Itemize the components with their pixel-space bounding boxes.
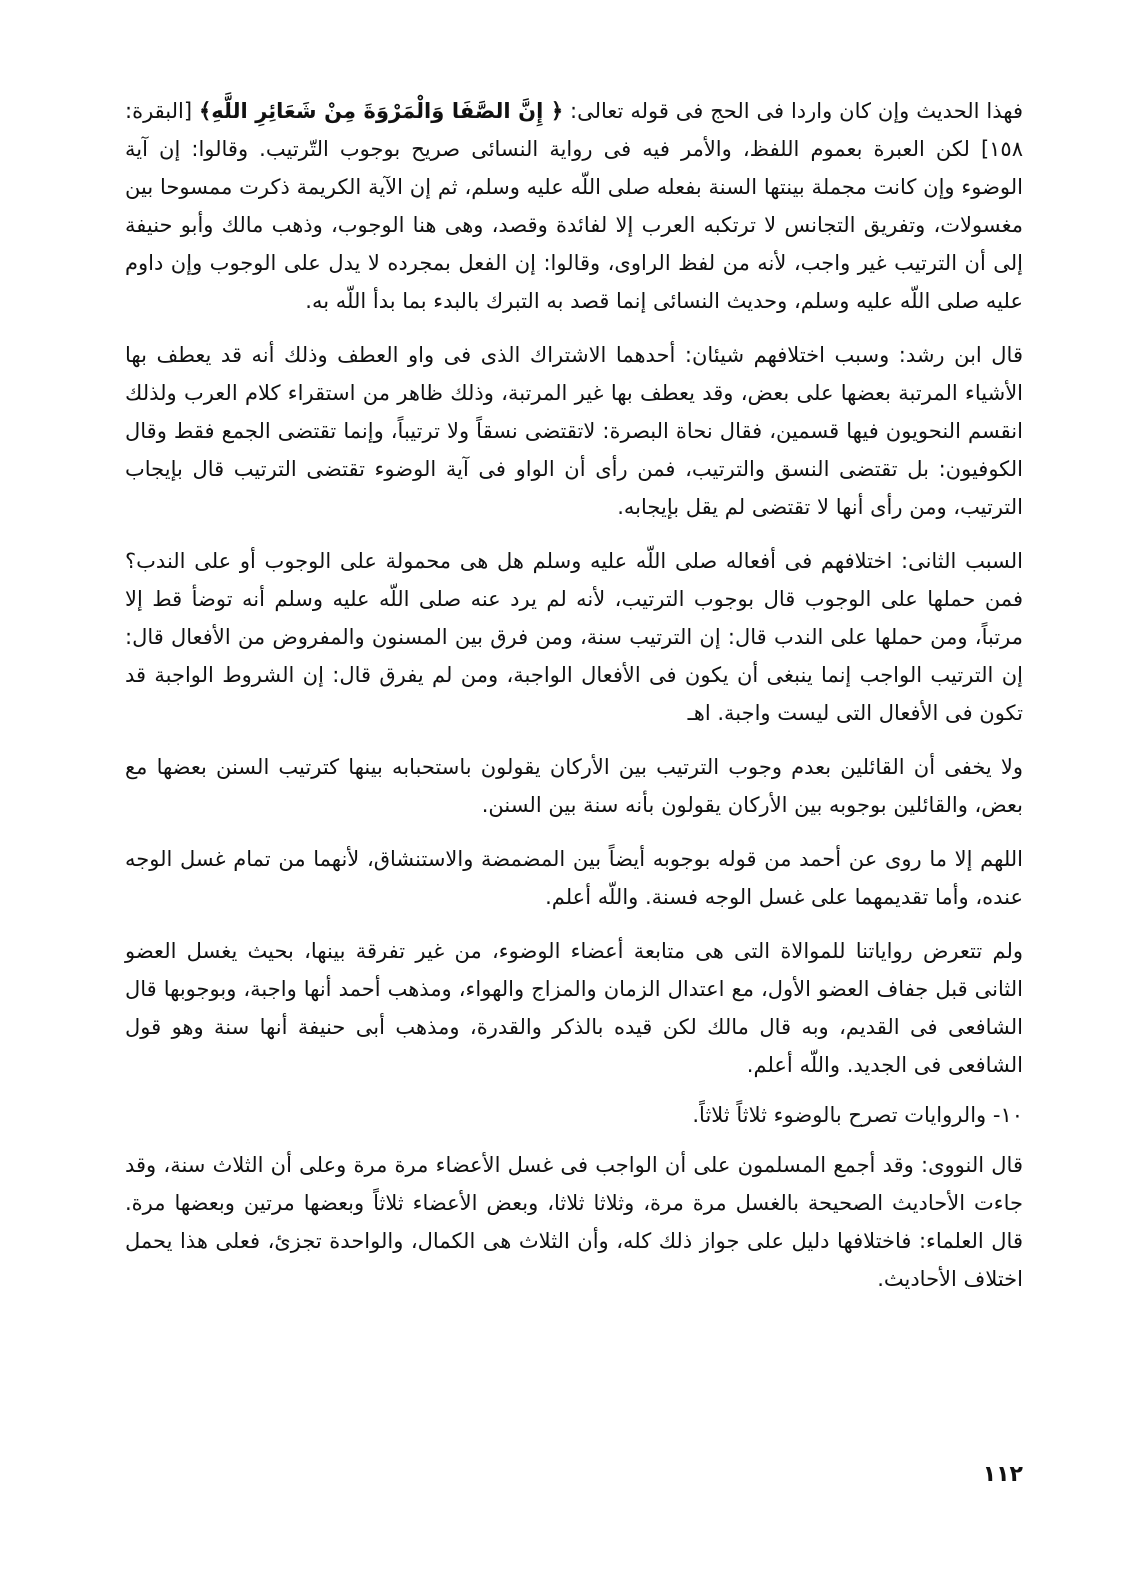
- paragraph-sunnah-order: ولا يخفى أن القائلين بعدم وجوب الترتيب بين الأركان يقولون باستحبابه بينها كترتيب السنن بعضها مع بعض، والقائلين بوجوبه بين الأركان يقولون بأنه سنة بين السنن.: [125, 755, 1023, 817]
- numbered-item: [125, 1096, 1023, 1134]
- paragraph-nawawi: قال النووى: وقد أجمع المسلمون على أن الواجب فى غسل الأعضاء مرة مرة وعلى أن الثلاث سنة، وقد جاءت الأحاديث الصحيحة بالغسل مرة مرة، وثلاثا ثلاثا، وبعض الأعضاء ثلاثاً وبعضها مرتين وبعضها مرة. قال العلماء: فاختلافها دليل على جواز ذلك كله، وأن الثلاث هى الكمال، والواحدة تجزئ، فعلى هذا يحمل اختلاف الأحاديث.: [125, 1153, 1023, 1291]
- paragraph-rest: [البقرة: ١٥٨] لكن العبرة بعموم اللفظ، والأمر فيه فى رواية النسائى صريح بوجوب التّرتيب. وقالوا: إن آية الوضوء وإن كانت مجملة بينتها السنة بفعله صلى اللّه عليه وسلم، ثم إن الآية الكريمة ذكرت ممسوحا بين مغسولات، وتفريق التجانس لا ترتكبه العرب إلا لفائدة وقصد، وهى هنا الوجوب، وذهب مالك وأبو حنيفة إلى أن الترتيب غير واجب، لأنه من لفظ الراوى، وقالوا: إن الفعل بمجرده لا يدل على الوجوب وإن داوم عليه صلى اللّه عليه وسلم، وحديث النسائى إنما قصد به التبرك بالبدء بما بدأ اللّه به.: [125, 99, 1023, 313]
- quran-verse: ﴿ إِنَّ الصَّفَا وَالْمَرْوَةَ مِنْ شَعَائِرِ اللَّهِ﴾: [198, 99, 564, 123]
- paragraph-intro: فهذا الحديث وإن كان واردا فى الحج فى قوله تعالى:: [563, 99, 1023, 123]
- paragraph-hadith-tartib: [125, 92, 1023, 320]
- page-number: ١١٢: [982, 1462, 1023, 1487]
- page-body: [125, 92, 1023, 1314]
- paragraph-ahmad-opinion: اللهم إلا ما روى عن أحمد من قوله بوجوبه أيضاً بين المضمضة والاستنشاق، لأنهما من تمام غسل الوجه عنده، وأما تقديمهما على غسل الوجه فسنة. واللّه أعلم.: [125, 847, 1023, 909]
- item-number: ١٠-: [992, 1103, 1023, 1127]
- item-text: والروايات تصرح بالوضوء ثلاثاً ثلاثاً.: [692, 1103, 993, 1127]
- paragraph-ibn-rushd: قال ابن رشد: وسبب اختلافهم شيئان: أحدهما الاشتراك الذى فى واو العطف وذلك أنه قد يعطف بها الأشياء المرتبة بعضها على بعض، وقد يعطف بها غير المرتبة، وذلك ظاهر من استقراء كلام العرب ولذلك انقسم النحويون فيها قسمين، فقال نحاة البصرة: لاتقتضى نسقاً ولا ترتيباً، وإنما تقتضى الجمع فقط وقال الكوفيون: بل تقتضى النسق والترتيب، فمن رأى أن الواو فى آية الوضوء تقتضى الترتيب قال بإيجاب الترتيب، ومن رأى أنها لا تقتضى لم يقل بإيجابه.: [125, 343, 1023, 519]
- paragraph-muwalat: ولم تتعرض رواياتنا للموالاة التى هى متابعة أعضاء الوضوء، من غير تفرقة بينها، بحيث يغسل العضو الثانى قبل جفاف العضو الأول، مع اعتدال الزمان والمزاج والهواء، ومذهب أحمد أنها واجبة، وبوجوبها قال الشافعى فى القديم، وبه قال مالك لكن قيده بالذكر والقدرة، ومذهب أبى حنيفة أنها سنة وهو قول الشافعى فى الجديد. واللّه أعلم.: [125, 939, 1023, 1077]
- paragraph-second-reason: السبب الثانى: اختلافهم فى أفعاله صلى اللّه عليه وسلم هل هى محمولة على الوجوب أو على الندب؟ فمن حملها على الوجوب قال بوجوب الترتيب، لأنه لم يرد عنه صلى اللّه عليه وسلم أنه توضأ قط إلا مرتباً، ومن حملها على الندب قال: إن الترتيب سنة، ومن فرق بين المسنون والمفروض من الأفعال قال: إن الترتيب الواجب إنما ينبغى أن يكون فى الأفعال الواجبة، ومن لم يفرق قال: إن الشروط الواجبة قد تكون فى الأفعال التى ليست واجبة. اهـ: [125, 549, 1023, 725]
